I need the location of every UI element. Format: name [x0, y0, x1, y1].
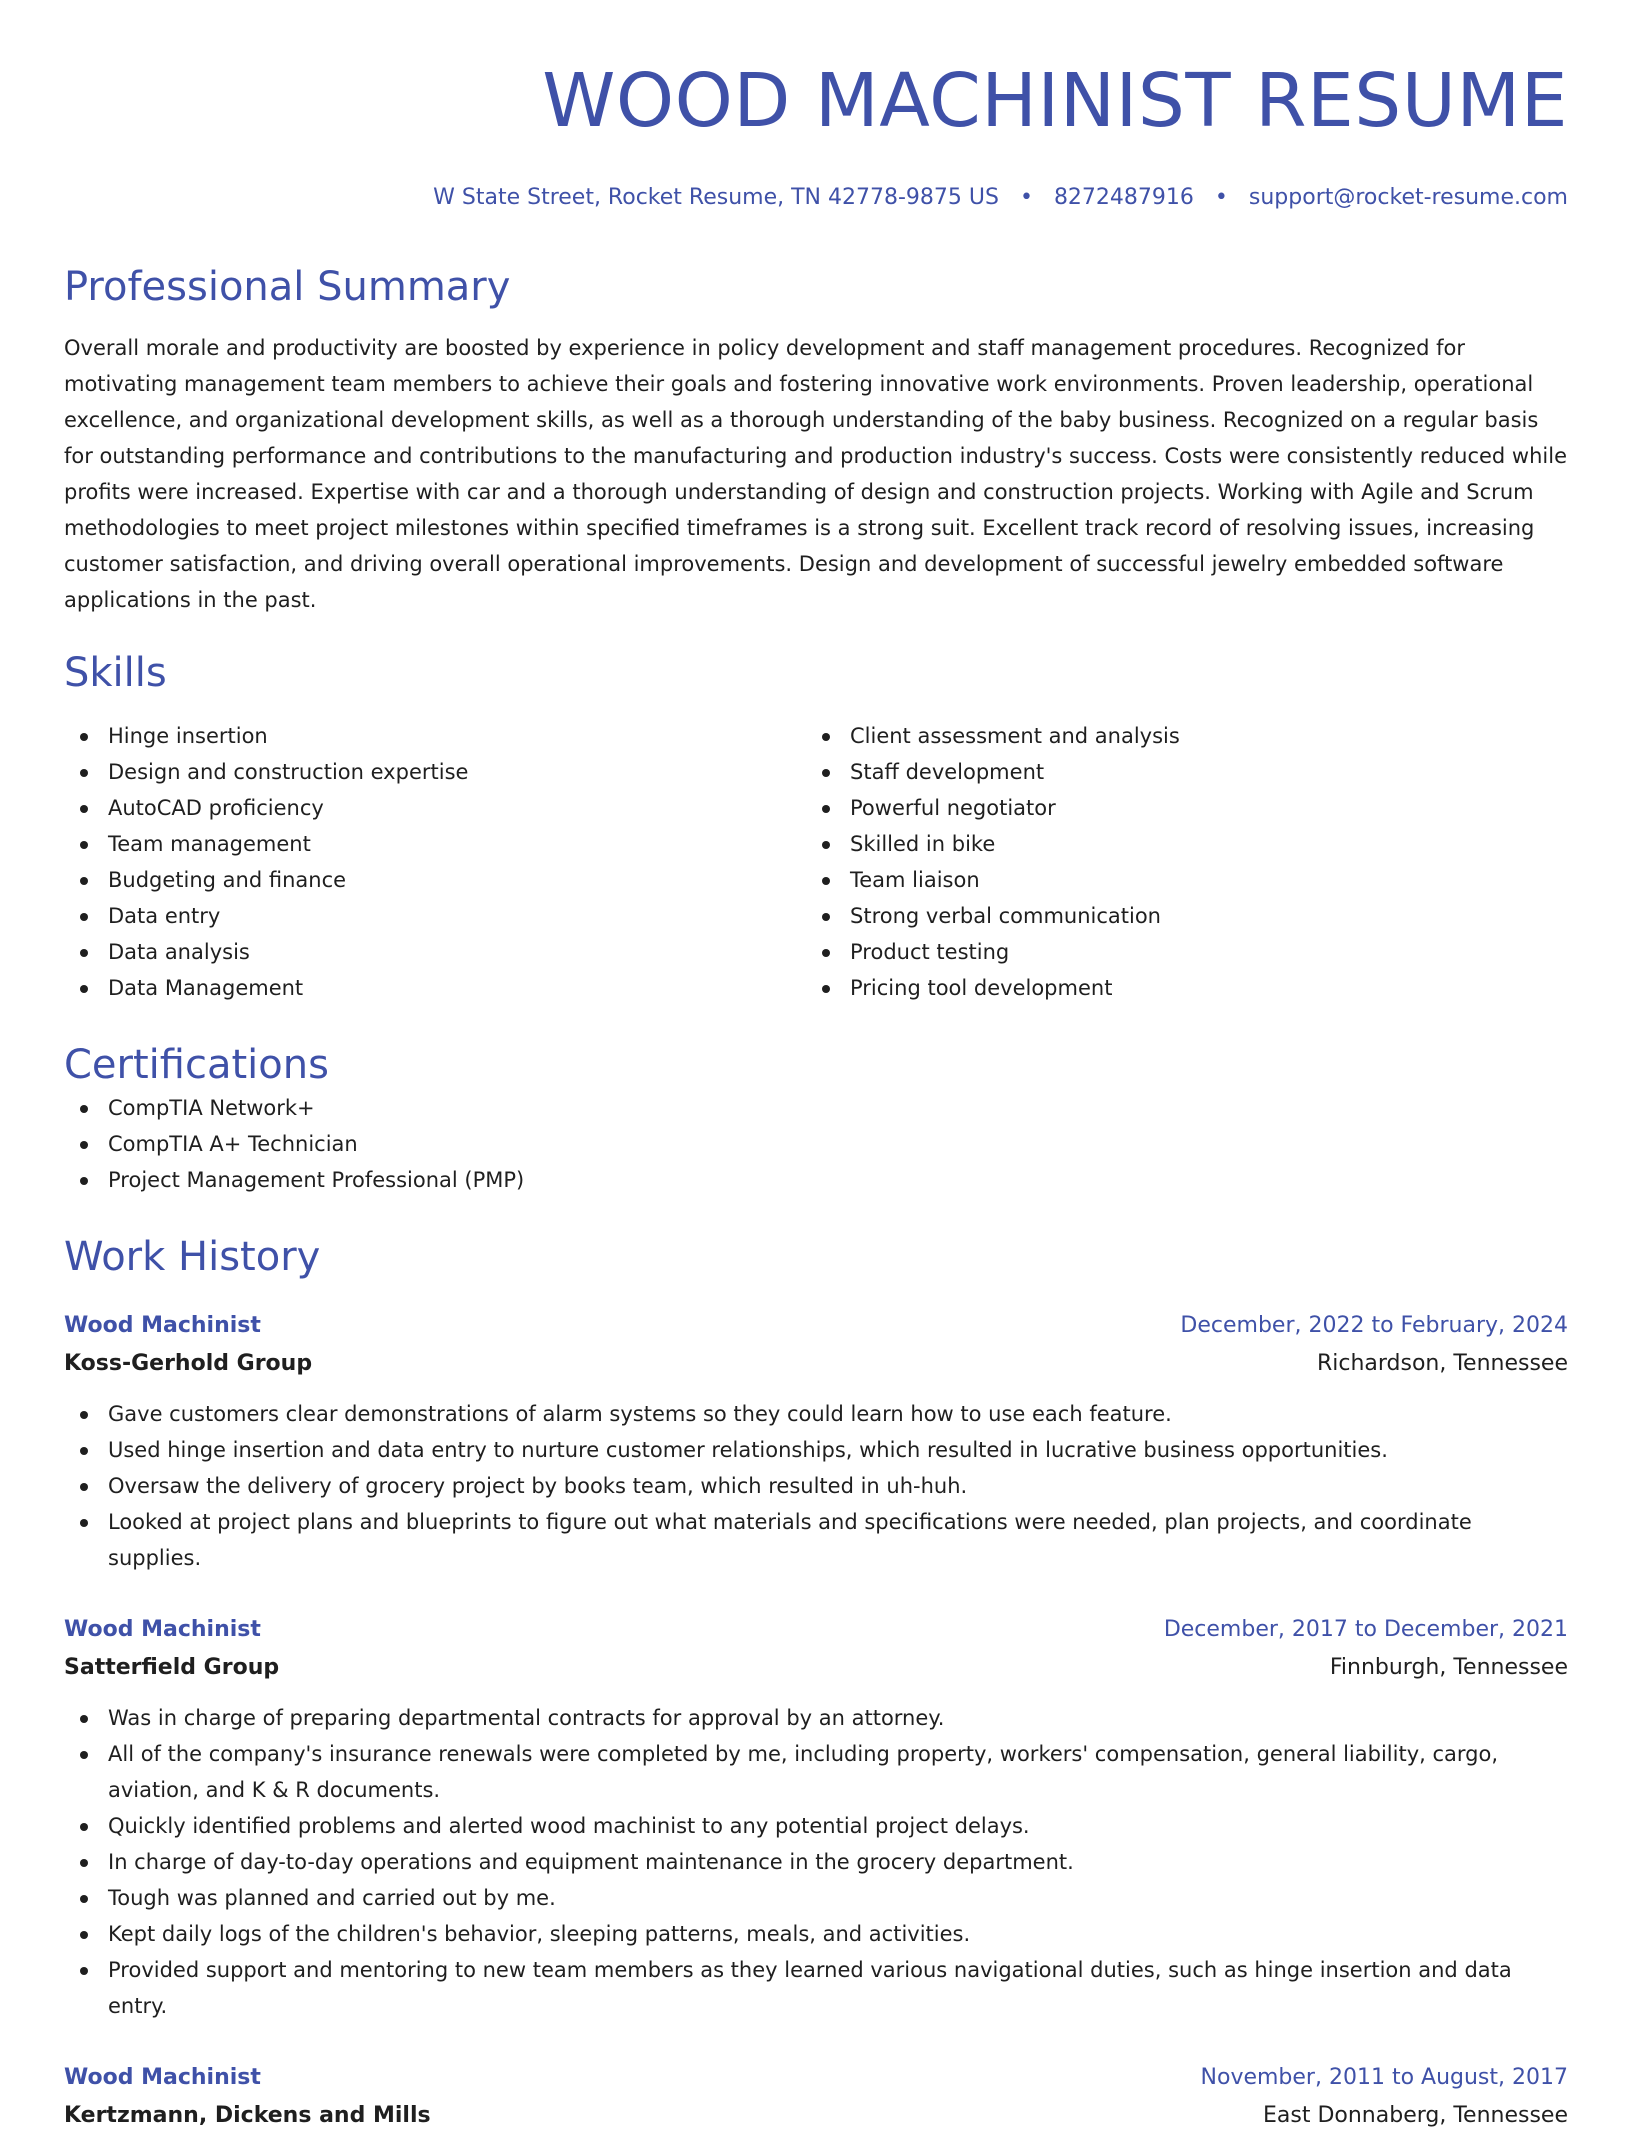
job-duty-item: Tough was planned and carried out by me. [64, 1880, 1568, 1916]
contact-separator: • [1214, 185, 1228, 210]
job-subheader [64, 1344, 1568, 1384]
job-duty-item: Quickly identified problems and alerted wood machinist to any potential project delays. [64, 1808, 1568, 1844]
resume-title: WOOD MACHINIST RESUME [542, 58, 1568, 144]
summary-text: Overall morale and productivity are boosted by experience in policy development and staff management procedures. Recognized for motivating management team members to achieve their goals and fostering innovative work environments. Proven leadership, operational excellence, and organizational development skills, as well as a thorough understanding of the baby business. Recognized on a regular basis for outstanding performance and contributions to the manufacturing and production industry's success. Costs were consistently reduced while profits were increased. Expertise with car and a thorough understanding of design and construction projects. Working with Agile and Scrum methodologies to meet project milestones within specified timeframes is a strong suit. Excellent track record of resolving issues, increasing customer satisfaction, and driving overall operational improvements. Design and development of successful jewelry embedded software applications in the past. [64, 336, 1568, 612]
skill-item: Powerful negotiator [806, 790, 1548, 826]
certification-item: CompTIA A+ Technician [64, 1126, 1568, 1162]
skills-heading: Skills [64, 650, 167, 696]
job-subheader [64, 1648, 1568, 1688]
job-location: Richardson, Tennessee [1316, 1351, 1568, 1376]
job-header [64, 1612, 1568, 1648]
job-company: Koss-Gerhold Group [64, 1351, 313, 1376]
job-title: Wood Machinist [64, 1617, 261, 1642]
job-duty-item: Kept daily logs of the children's behavior, sleeping patterns, meals, and activities. [64, 1916, 1568, 1952]
contact-separator: • [1019, 185, 1033, 210]
skill-item: Pricing tool development [806, 970, 1548, 1006]
contact-line [64, 184, 1568, 212]
job-entry [64, 1308, 1568, 1576]
skill-item: Skilled in bike [806, 826, 1548, 862]
job-duty-item: Was in charge of preparing departmental contracts for approval by an attorney. [64, 1700, 1568, 1736]
job-duty-item: Used hinge insertion and data entry to nurture customer relationships, which resulted in lucrative business opportunities. [64, 1432, 1568, 1468]
skill-item: Design and construction expertise [64, 754, 806, 790]
job-header [64, 2060, 1568, 2096]
skill-item: Client assessment and analysis [806, 718, 1548, 754]
job-duty-item: Provided support and mentoring to new team members as they learned various navigational duties, such as hinge insertion and data entry. [64, 1952, 1568, 2024]
certification-item: CompTIA Network+ [64, 1090, 1568, 1126]
job-title: Wood Machinist [64, 2065, 261, 2090]
skill-item: Strong verbal communication [806, 898, 1548, 934]
skills-list [64, 718, 1568, 1006]
job-duty-item: Looked at project plans and blueprints to figure out what materials and specifications were needed, plan projects, and coordinate supplies. [64, 1504, 1568, 1576]
skill-item: Team liaison [806, 862, 1548, 898]
skill-item: Staff development [806, 754, 1548, 790]
job-entry [64, 2060, 1568, 2136]
job-duty-item: Gave customers clear demonstrations of alarm systems so they could learn how to use each feature. [64, 1396, 1568, 1432]
phone: 8272487916 [1053, 185, 1194, 210]
skill-item: Budgeting and finance [64, 862, 806, 898]
skill-item: Team management [64, 826, 806, 862]
job-entry [64, 1612, 1568, 2024]
job-header [64, 1308, 1568, 1344]
skills-column-right [806, 718, 1548, 1006]
job-title: Wood Machinist [64, 1313, 261, 1338]
job-company: Kertzmann, Dickens and Mills [64, 2103, 431, 2128]
skill-item: Product testing [806, 934, 1548, 970]
job-duties [64, 1396, 1568, 1576]
job-dates: November, 2011 to August, 2017 [1200, 2065, 1568, 2090]
skill-item: Data Management [64, 970, 806, 1006]
job-company: Satterfield Group [64, 1655, 280, 1680]
job-duty-item: All of the company's insurance renewals were completed by me, including property, workers' compensation, general liability, cargo, aviation, and K & R documents. [64, 1736, 1568, 1808]
skill-item: Data analysis [64, 934, 806, 970]
certification-item: Project Management Professional (PMP) [64, 1162, 1568, 1198]
job-dates: December, 2017 to December, 2021 [1163, 1617, 1568, 1642]
certifications-list [64, 1090, 1568, 1198]
summary-heading: Professional Summary [64, 264, 511, 310]
email-link[interactable]: support@rocket-resume.com [1248, 185, 1568, 210]
address: W State Street, Rocket Resume, TN 42778-9875 US [433, 185, 999, 210]
job-duty-item: In charge of day-to-day operations and equipment maintenance in the grocery department. [64, 1844, 1568, 1880]
job-location: East Donnaberg, Tennessee [1263, 2103, 1568, 2128]
job-dates: December, 2022 to February, 2024 [1180, 1313, 1568, 1338]
skill-item: Hinge insertion [64, 718, 806, 754]
skills-column-left [64, 718, 806, 1006]
job-subheader [64, 2096, 1568, 2136]
certifications-heading: Certifications [64, 1042, 329, 1088]
skill-item: AutoCAD proficiency [64, 790, 806, 826]
job-duty-item: Oversaw the delivery of grocery project by books team, which resulted in uh-huh. [64, 1468, 1568, 1504]
job-location: Finnburgh, Tennessee [1329, 1655, 1568, 1680]
skill-item: Data entry [64, 898, 806, 934]
job-duties [64, 1700, 1568, 2024]
work-history-heading: Work History [64, 1234, 321, 1280]
